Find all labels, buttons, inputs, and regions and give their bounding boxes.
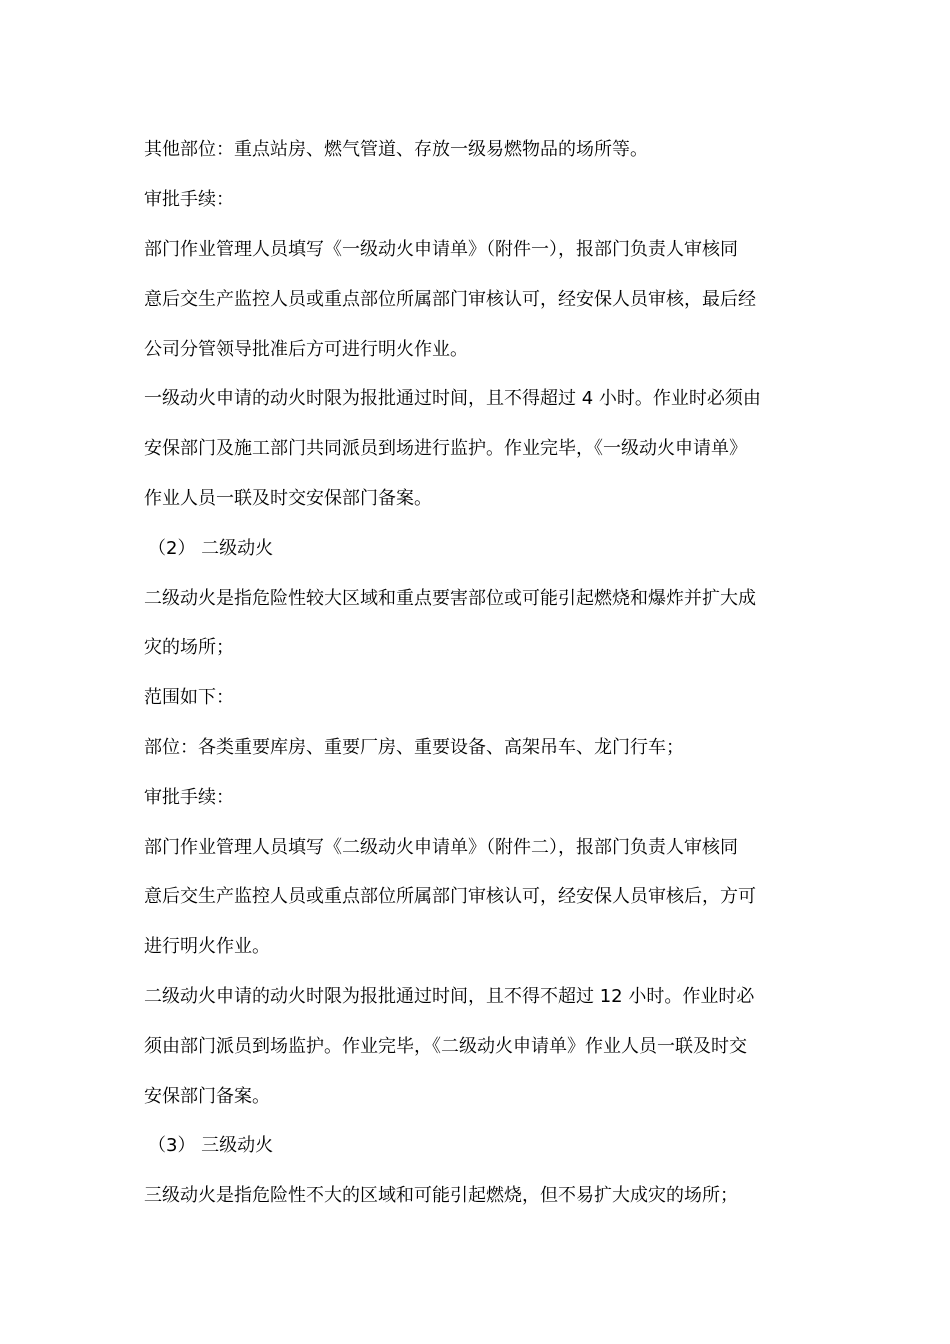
text-line: 灾的场所；: [144, 637, 234, 658]
text-line: 一级动火申请的动火时限为报批通过时间，且不得超过 4 小时。作业时必须由: [144, 388, 761, 409]
text-line: 意后交生产监控人员或重点部位所属部门审核认可，经安保人员审核，最后经: [144, 289, 756, 310]
text-line: 须由部门派员到场监护。作业完毕，《二级动火申请单》作业人员一联及时交: [144, 1036, 747, 1057]
text-line: 部门作业管理人员填写《二级动火申请单》（附件二），报部门负责人审核同: [144, 837, 738, 858]
text-line: 意后交生产监控人员或重点部位所属部门审核认可，经安保人员审核后，方可: [144, 886, 756, 907]
text-line: 公司分管领导批准后方可进行明火作业。: [144, 339, 468, 360]
text-line: 部位：各类重要库房、重要厂房、重要设备、高架吊车、龙门行车；: [144, 737, 684, 758]
text-line: 三级动火是指危险性不大的区域和可能引起燃烧，但不易扩大成灾的场所；: [144, 1185, 738, 1206]
text-line: 二级动火是指危险性较大区域和重点要害部位或可能引起燃烧和爆炸并扩大成: [144, 588, 756, 609]
section-heading: （2） 二级动火: [148, 538, 274, 559]
text-line: 进行明火作业。: [144, 936, 270, 957]
text-line: 审批手续：: [144, 189, 234, 210]
text-line: 审批手续：: [144, 787, 234, 808]
text-line: 作业人员一联及时交安保部门备案。: [144, 488, 432, 509]
text-line: 范围如下：: [144, 687, 234, 708]
text-line: 部门作业管理人员填写《一级动火申请单》（附件一），报部门负责人审核同: [144, 239, 738, 260]
section-heading: （3） 三级动火: [148, 1135, 274, 1156]
text-line: 安保部门备案。: [144, 1086, 270, 1107]
text-line: 其他部位：重点站房、燃气管道、存放一级易燃物品的场所等。: [144, 139, 648, 160]
text-line: 二级动火申请的动火时限为报批通过时间，且不得不超过 12 小时。作业时必: [144, 986, 755, 1007]
text-line: 安保部门及施工部门共同派员到场进行监护。作业完毕，《一级动火申请单》: [144, 438, 747, 459]
